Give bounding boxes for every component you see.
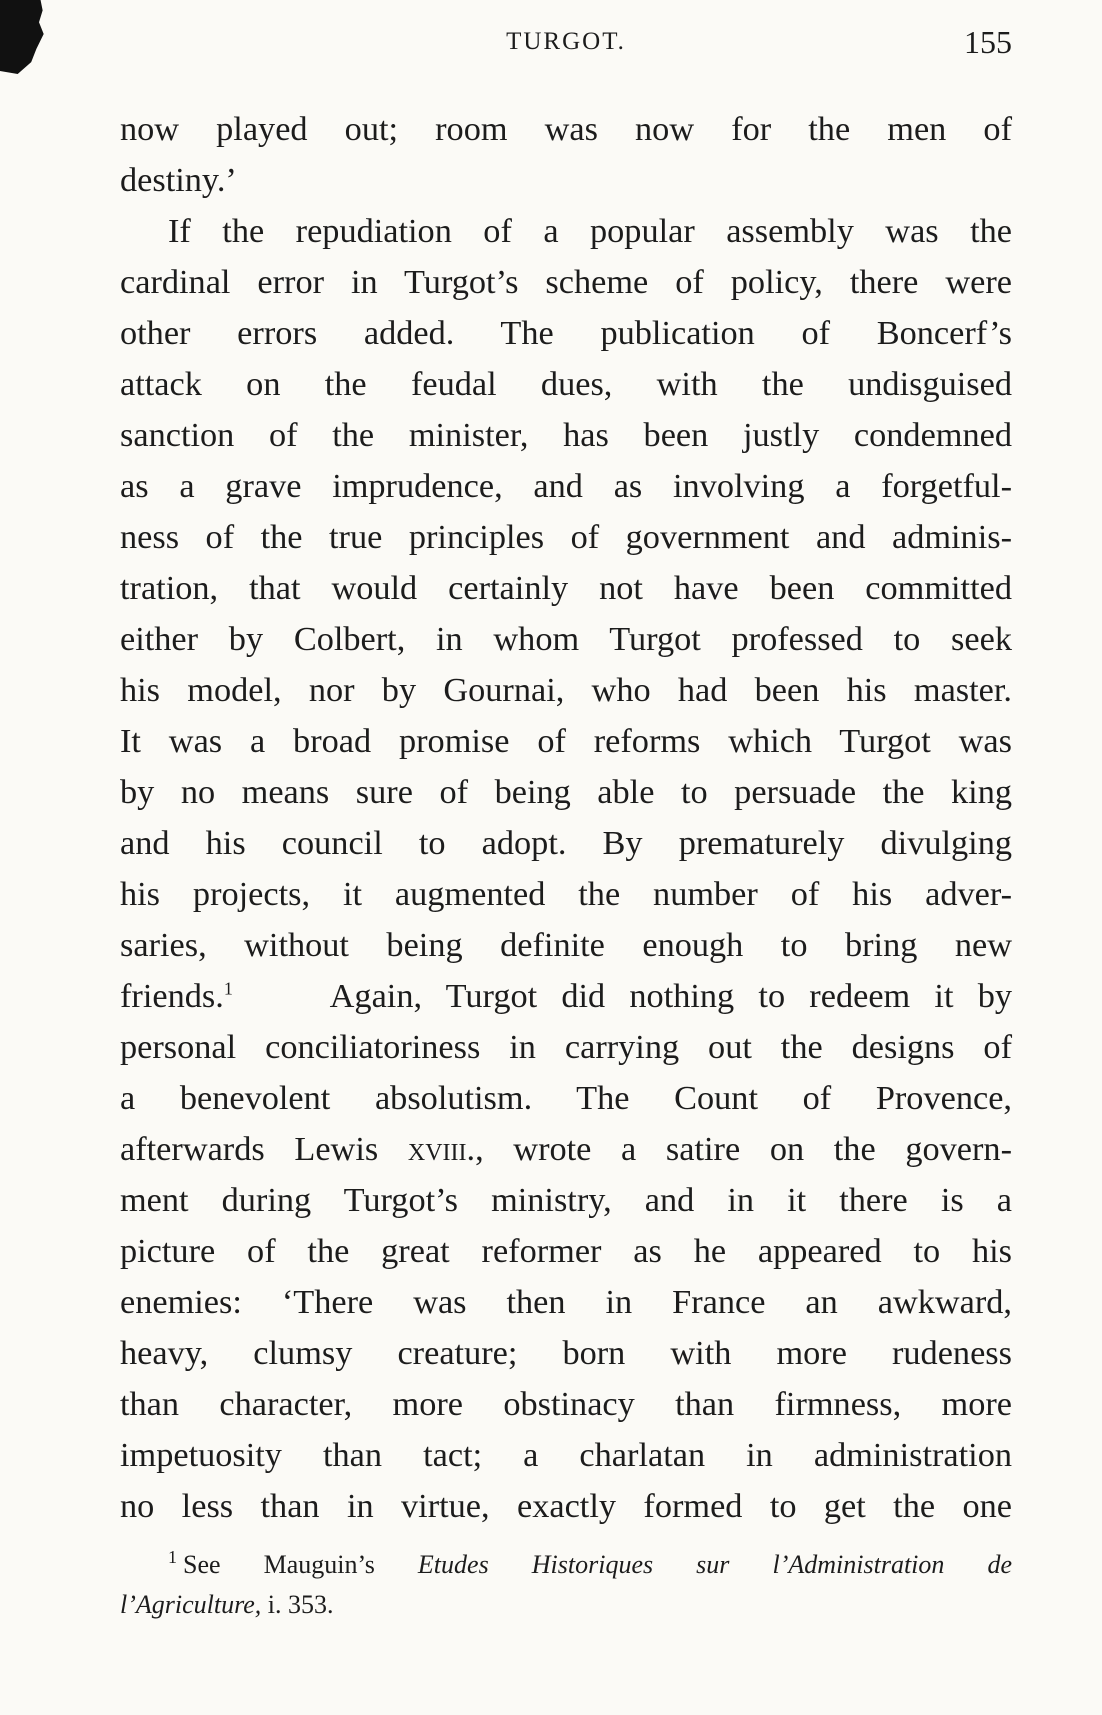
text-line [120, 1124, 1012, 1175]
footnote-marker: 1 [168, 1547, 177, 1568]
text-line: no less than in virtue, exactly formed to get the one [120, 1487, 1012, 1525]
text-line: a benevolent absolutism. The Count of Provence, [120, 1079, 1012, 1117]
text-line: It was a broad promise of reforms which Turgot was [120, 722, 1012, 760]
text-line: enemies: ‘There was then in France an awkward, [120, 1283, 1012, 1321]
text-line: either by Colbert, in whom Turgot professed to seek [120, 620, 1012, 658]
text-line: ment during Turgot’s ministry, and in it there is a [120, 1181, 1012, 1219]
text-line: as a grave imprudence, and as involving a forgetful- [120, 467, 1012, 505]
footnote-line [120, 1545, 1012, 1585]
text-line: personal conciliatoriness in carrying out the designs of [120, 1028, 1012, 1066]
footnote-title: Etudes Historiques sur l’Administration de [417, 1550, 1013, 1579]
text-line: saries, without being definite enough to bring new [120, 926, 1012, 964]
running-head: TURGOT. [506, 28, 626, 55]
footnote-title: l’Agriculture, [120, 1590, 262, 1619]
page-header [120, 24, 1012, 72]
scan-edge-mark [0, 0, 52, 74]
text-line: by no means sure of being able to persuade the king [120, 773, 1012, 811]
text-segment: , wrote a satire on the govern- [475, 1130, 1012, 1168]
text-segment: afterwards Lewis [120, 1130, 379, 1168]
text-line: ness of the true principles of government and adminis- [120, 518, 1012, 556]
text-line: attack on the feudal dues, with the undisguised [120, 365, 1012, 403]
text-line: and his council to adopt. By prematurely divulging [120, 824, 1012, 862]
footnote-line [120, 1585, 1012, 1625]
text-line: tration, that would certainly not have been committed [120, 569, 1012, 607]
text-line: now played out; room was now for the men of [120, 110, 1012, 148]
text-line [120, 971, 1012, 1022]
text-line: heavy, clumsy creature; born with more rudeness [120, 1334, 1012, 1372]
text-segment: friends. [120, 977, 224, 1015]
text-line: his projects, it augmented the number of his adver- [120, 875, 1012, 913]
text-line: destiny.’ [120, 161, 237, 199]
small-caps-numeral: xviii. [407, 1130, 476, 1168]
text-segment: Again, Turgot did nothing to redeem it by [329, 977, 1012, 1015]
text-line: sanction of the minister, has been justly condemned [120, 416, 1012, 454]
text-line: If the repudiation of a popular assembly was the [168, 212, 1012, 250]
text-line: picture of the great reformer as he appeared to his [120, 1232, 1012, 1270]
text-line: than character, more obstinacy than firmness, more [120, 1385, 1012, 1423]
footnote [120, 1545, 1012, 1625]
text-line: other errors added. The publication of Boncerf’s [120, 314, 1012, 352]
footnote-prefix: See Mauguin’s [183, 1550, 375, 1579]
footnote-reference: 1 [223, 978, 233, 999]
body-text [120, 104, 1012, 1532]
text-line: impetuosity than tact; a charlatan in administration [120, 1436, 1012, 1474]
page-number: 155 [964, 24, 1012, 60]
footnote-suffix: i. 353. [267, 1590, 334, 1619]
text-line: his model, nor by Gournai, who had been his master. [120, 671, 1012, 709]
text-line: cardinal error in Turgot’s scheme of policy, there were [120, 263, 1012, 301]
